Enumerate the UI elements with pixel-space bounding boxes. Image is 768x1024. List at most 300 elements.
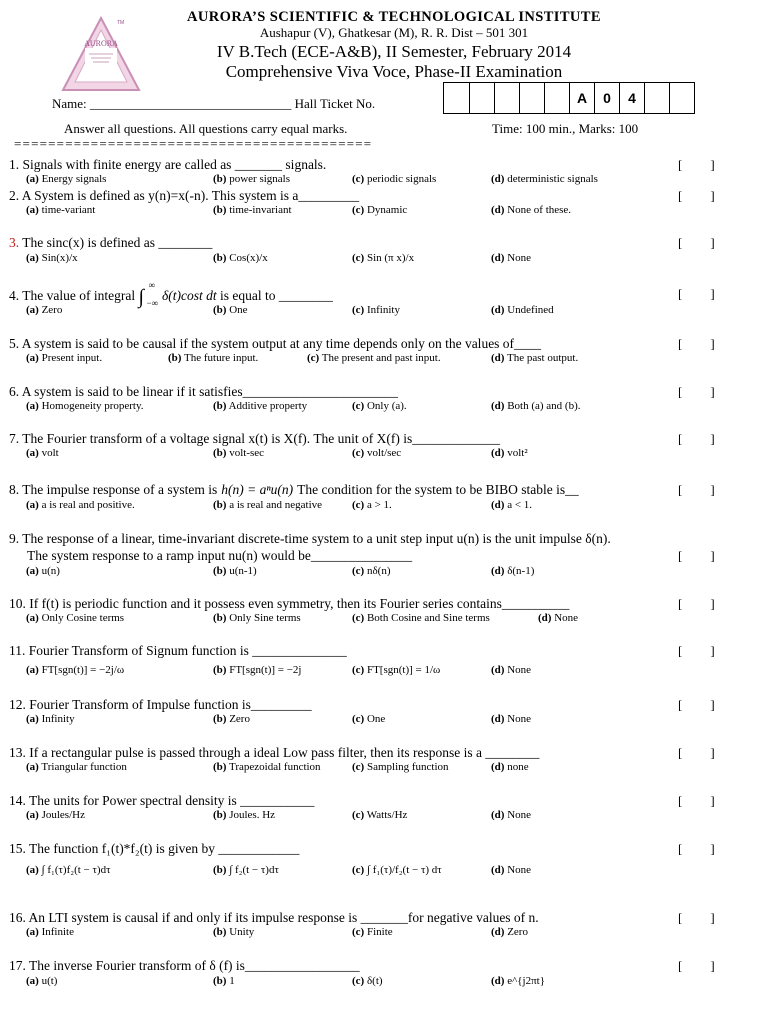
option-letter: (d): [491, 204, 505, 216]
question-number: 9.: [9, 531, 20, 546]
option: [352, 612, 490, 624]
question-body: If a rectangular pulse is passed through a ideal Low pass filter, then its response is a ________: [29, 745, 540, 760]
option-text: One: [229, 304, 248, 316]
option: [168, 352, 258, 364]
separator-line: ==========================================: [14, 136, 373, 151]
option-letter: (b): [213, 499, 227, 511]
option-letter: (d): [491, 400, 505, 412]
option-letter: (c): [352, 809, 365, 821]
logo-mark: TM: [117, 20, 125, 26]
option: [213, 565, 257, 577]
answer-bracket: [678, 958, 715, 974]
bracket-close: ]: [710, 286, 715, 301]
option-letter: (b): [213, 204, 227, 216]
integrand: δ(t)cost dt: [161, 288, 217, 303]
question-number: 8.: [9, 482, 20, 497]
option: [352, 926, 393, 938]
option-text: Only Sine terms: [229, 612, 301, 624]
option: [491, 400, 581, 412]
option-text: Infinity: [41, 713, 75, 725]
option: [352, 565, 390, 577]
option-text: periodic signals: [366, 173, 437, 185]
bracket-open: [: [678, 157, 683, 172]
option-text: Sin(x)/x: [41, 252, 78, 264]
option: [26, 926, 74, 938]
option-letter: (c): [352, 975, 365, 987]
bracket-close: ]: [710, 188, 715, 203]
question-number: 6.: [9, 384, 20, 399]
option: [491, 304, 554, 316]
bracket-open: [: [678, 384, 683, 399]
answer-bracket: [678, 336, 715, 352]
option-text: deterministic signals: [507, 173, 598, 185]
option: [213, 612, 301, 624]
question-body: A system is said to be causal if the system output at any time depends only on the values of____: [21, 336, 542, 351]
option: [213, 809, 275, 821]
option: [26, 761, 127, 773]
bracket-close: ]: [710, 643, 715, 658]
question-body: The response of a linear, time-invariant discrete-time system to a unit step input u(n) is the unit impulse δ(n).: [22, 531, 611, 546]
option-text: Watts/Hz: [366, 809, 408, 821]
integral-expression: [138, 280, 217, 309]
question-body-end: The condition for the system to be BIBO stable is__: [297, 482, 579, 497]
option-letter: (a): [26, 864, 39, 876]
bracket-close: ]: [710, 910, 715, 925]
question-text: [9, 531, 611, 547]
bracket-close: ]: [710, 596, 715, 611]
option-letter: (a): [26, 304, 39, 316]
option-text: volt²: [507, 447, 528, 459]
option-text: Joules/Hz: [41, 809, 85, 821]
option-text: a > 1.: [366, 499, 392, 511]
option: [352, 447, 401, 459]
question-text: [9, 697, 312, 713]
option-letter: (d): [491, 809, 505, 821]
bracket-open: [: [678, 841, 683, 856]
answer-bracket: [678, 910, 715, 926]
bracket-open: [: [678, 793, 683, 808]
option-letter: (d): [491, 565, 505, 577]
bracket-open: [: [678, 188, 683, 203]
bracket-close: ]: [710, 482, 715, 497]
question-body: The Fourier transform of a voltage signal x(t) is X(f). The unit of X(f) is_____________: [22, 431, 501, 446]
option-text: Sin (π x)/x: [366, 252, 415, 264]
option: [352, 252, 414, 264]
option-letter: (c): [352, 864, 365, 876]
ticket-cell: [644, 83, 669, 113]
ticket-cell: [519, 83, 544, 113]
integral-sign: ∫: [138, 286, 144, 308]
option-letter: (b): [168, 352, 182, 364]
option-text: u(n): [41, 565, 60, 577]
option: [213, 447, 264, 459]
option: [213, 926, 254, 938]
option-letter: (d): [491, 304, 505, 316]
bracket-close: ]: [710, 384, 715, 399]
option-letter: (c): [352, 926, 365, 938]
option-text: One: [366, 713, 386, 725]
option: [213, 304, 248, 316]
option-text: Cos(x)/x: [229, 252, 268, 264]
option: [352, 499, 392, 511]
option-letter: (d): [491, 173, 505, 185]
option-text: a is real and positive.: [41, 499, 135, 511]
option-text: Zero: [507, 926, 528, 938]
instructions: Answer all questions. All questions carry equal marks.: [64, 121, 348, 136]
option-letter: (b): [213, 612, 227, 624]
option-letter: (c): [352, 664, 365, 676]
option-text: Dynamic: [366, 204, 408, 216]
option: [26, 664, 124, 676]
option: [491, 975, 545, 987]
option-letter: (b): [213, 713, 227, 725]
ticket-cell: 0: [594, 83, 619, 113]
question-body: A System is defined as y(n)=x(-n). This system is a_________: [21, 188, 360, 203]
option-letter: (a): [26, 664, 39, 676]
option-letter: (c): [352, 499, 365, 511]
option: [491, 926, 528, 938]
answer-bracket: [678, 793, 715, 809]
option-letter: (b): [213, 864, 227, 876]
option-text: Present input.: [41, 352, 103, 364]
answer-bracket: [678, 841, 715, 857]
option-text: None: [507, 252, 532, 264]
option: [213, 499, 322, 511]
option: [352, 173, 436, 185]
course-title: IV B.Tech (ECE-A&B), II Semester, February 2014: [216, 42, 572, 61]
hall-ticket-boxes: [443, 82, 695, 114]
option-text: Sampling function: [366, 761, 449, 773]
question-number: 14.: [9, 793, 26, 808]
answer-bracket: [678, 482, 715, 498]
option: [491, 664, 531, 676]
ticket-cell: A: [569, 83, 594, 113]
question-text: [9, 336, 541, 352]
option: [491, 252, 531, 264]
option: [26, 304, 62, 316]
question-body: An LTI system is causal if and only if its impulse response is _______for negative values of n.: [28, 910, 539, 925]
bracket-close: ]: [710, 697, 715, 712]
option-text: The past output.: [507, 352, 579, 364]
answer-bracket: [678, 745, 715, 761]
option-letter: (c): [352, 565, 365, 577]
option-letter: (d): [491, 926, 505, 938]
option: [491, 761, 529, 773]
option-text: None: [507, 864, 532, 876]
question-text: [9, 235, 212, 251]
option-letter: (b): [213, 761, 227, 773]
option-text: u(t): [41, 975, 58, 987]
option-text: nδ(n): [366, 565, 391, 577]
question-body-end: is equal to ________: [219, 288, 333, 303]
option-letter: (a): [26, 400, 39, 412]
option-text: Both Cosine and Sine terms: [366, 612, 490, 624]
ticket-cell: [669, 83, 694, 113]
option-text: The future input.: [184, 352, 259, 364]
bracket-close: ]: [710, 548, 715, 563]
option-text: Triangular function: [41, 761, 127, 773]
option-letter: (a): [26, 352, 39, 364]
option-letter: (a): [26, 565, 39, 577]
question-text: [9, 643, 347, 659]
option: [26, 173, 106, 185]
option: [352, 713, 385, 725]
option-text: a < 1.: [507, 499, 533, 511]
answer-bracket: [678, 697, 715, 713]
ticket-cell: [494, 83, 519, 113]
answer-bracket: [678, 286, 715, 302]
option-text: 1: [229, 975, 235, 987]
option-letter: (b): [213, 664, 227, 676]
bracket-open: [: [678, 596, 683, 611]
option-text: Infinite: [41, 926, 74, 938]
answer-bracket: [678, 548, 715, 564]
option: [213, 252, 268, 264]
option-letter: (b): [213, 304, 227, 316]
question-text: [9, 841, 299, 857]
bracket-open: [: [678, 958, 683, 973]
option-text: Both (a) and (b).: [507, 400, 581, 412]
option-letter: (c): [352, 400, 365, 412]
option: [213, 864, 279, 876]
option-text: power signals: [229, 173, 290, 185]
option: [26, 447, 59, 459]
option-text: none: [507, 761, 529, 773]
option: [213, 713, 250, 725]
bracket-close: ]: [710, 336, 715, 351]
option-letter: (b): [213, 926, 227, 938]
question-text: [9, 910, 539, 926]
option: [26, 809, 85, 821]
option: [352, 304, 400, 316]
option-letter: (d): [491, 352, 505, 364]
question-number: 3.: [9, 235, 20, 250]
option-letter: (a): [26, 713, 39, 725]
question-number: 1.: [9, 157, 20, 172]
option: [26, 864, 111, 876]
option: [26, 713, 75, 725]
option-text: FT[sgn(t)] = −2j/ω: [41, 664, 125, 676]
answer-bracket: [678, 384, 715, 400]
bracket-open: [: [678, 235, 683, 250]
option-letter: (c): [352, 204, 365, 216]
formula: h(n) = aⁿu(n): [221, 482, 294, 497]
question-body: The impulse response of a system is: [22, 482, 218, 497]
question-body: The sinc(x) is defined as ________: [22, 235, 213, 250]
ticket-cell: 4: [619, 83, 644, 113]
question-body: Signals with finite energy are called as _______ signals.: [22, 157, 327, 172]
bracket-close: ]: [710, 431, 715, 446]
option-text: Undefined: [507, 304, 554, 316]
option-text: Trapezoidal function: [229, 761, 321, 773]
question-body: Fourier Transform of Impulse function is_________: [29, 697, 312, 712]
option-text: ∫ f₁(τ)/f₂(t − τ) dτ: [366, 864, 442, 876]
option-text: time-invariant: [229, 204, 292, 216]
option-text: u(n-1): [229, 565, 257, 577]
option: [213, 975, 235, 987]
option-letter: (a): [26, 173, 39, 185]
option-text: ∫ f₂(t − τ)dτ: [229, 864, 279, 876]
exam-title: Comprehensive Viva Voce, Phase-II Examination: [225, 62, 563, 81]
option: [307, 352, 441, 364]
name-field-label: Name: _______________________________ Hall Ticket No.: [52, 96, 376, 111]
question-number: 7.: [9, 431, 20, 446]
question-number: 2.: [9, 188, 20, 203]
option-text: The present and past input.: [321, 352, 441, 364]
bracket-close: ]: [710, 157, 715, 172]
option-text: Infinity: [366, 304, 400, 316]
option-letter: (d): [491, 761, 505, 773]
option: [491, 499, 532, 511]
answer-bracket: [678, 235, 715, 251]
option-letter: (d): [491, 447, 505, 459]
bracket-close: ]: [710, 958, 715, 973]
option-letter: (b): [213, 565, 227, 577]
bracket-open: [: [678, 286, 683, 301]
option-letter: (b): [213, 975, 227, 987]
question-text: [9, 188, 359, 204]
option-letter: (c): [352, 713, 365, 725]
institute-name: AURORA’S SCIENTIFIC & TECHNOLOGICAL INSTITUTE: [187, 9, 601, 25]
option-text: volt: [41, 447, 59, 459]
question-body: A system is said to be linear if it satisfies_______________________: [21, 384, 398, 399]
question-number: 4.: [9, 288, 20, 303]
integral-upper-limit: ∞: [148, 280, 155, 290]
question-number: 11.: [9, 643, 26, 658]
question-body: Fourier Transform of Signum function is ______________: [28, 643, 347, 658]
ticket-cell: [444, 83, 469, 113]
option-text: ∫ f₁(τ)f₂(t − τ)dτ: [41, 864, 111, 876]
option-letter: (a): [26, 204, 39, 216]
option-text: Joules. Hz: [229, 809, 276, 821]
question-text: [9, 157, 326, 173]
option-letter: (b): [213, 173, 227, 185]
bracket-close: ]: [710, 841, 715, 856]
option-letter: (a): [26, 926, 39, 938]
option-letter: (b): [213, 447, 227, 459]
option-letter: (a): [26, 975, 39, 987]
option-text: Only (a).: [366, 400, 407, 412]
option: [352, 664, 440, 676]
option: [491, 447, 528, 459]
option: [352, 809, 407, 821]
option: [491, 713, 531, 725]
question-text: [9, 745, 539, 761]
option: [491, 864, 531, 876]
option-text: e^{j2πt}: [507, 975, 545, 987]
option-text: δ(n-1): [507, 565, 535, 577]
integral-lower-limit: −∞: [146, 298, 158, 308]
option: [352, 761, 449, 773]
option-text: Zero: [41, 304, 63, 316]
option: [491, 565, 534, 577]
bracket-open: [: [678, 697, 683, 712]
question-body: If f(t) is periodic function and it possess even symmetry, then its Fourier series contains__________: [29, 596, 570, 611]
question-text: [9, 431, 500, 447]
bracket-open: [: [678, 431, 683, 446]
option: [213, 400, 307, 412]
option: [491, 204, 571, 216]
option-text: None of these.: [507, 204, 572, 216]
option-letter: (d): [491, 713, 505, 725]
option-text: None: [507, 809, 532, 821]
option-text: time-variant: [41, 204, 96, 216]
question-number: 17.: [9, 958, 26, 973]
option-letter: (a): [26, 761, 39, 773]
option-text: Zero: [229, 713, 250, 725]
time-marks: Time: 100 min., Marks: 100: [492, 121, 639, 136]
option-text: δ(t): [366, 975, 383, 987]
option-text: Energy signals: [41, 173, 107, 185]
option-letter: (c): [352, 304, 365, 316]
option-letter: (c): [352, 447, 365, 459]
option-text: volt-sec: [229, 447, 265, 459]
option-letter: (b): [213, 400, 227, 412]
option-letter: (a): [26, 499, 39, 511]
question-number: 15.: [9, 841, 26, 856]
option-letter: (d): [491, 864, 505, 876]
option-letter: (b): [213, 809, 227, 821]
answer-bracket: [678, 431, 715, 447]
bracket-open: [: [678, 643, 683, 658]
option-text: a is real and negative: [229, 499, 323, 511]
option: [26, 499, 135, 511]
option: [213, 761, 321, 773]
option-text: Unity: [229, 926, 255, 938]
option-text: Only Cosine terms: [41, 612, 125, 624]
option-letter: (d): [538, 612, 552, 624]
question-number: 13.: [9, 745, 26, 760]
option-letter: (c): [352, 761, 365, 773]
bracket-close: ]: [710, 235, 715, 250]
question-number: 10.: [9, 596, 26, 611]
option-letter: (d): [491, 664, 505, 676]
option: [491, 352, 578, 364]
option-text: volt/sec: [366, 447, 402, 459]
option-text: None: [507, 713, 532, 725]
option: [352, 975, 383, 987]
bracket-open: [: [678, 548, 683, 563]
bracket-open: [: [678, 482, 683, 497]
logo-text: AURORA: [84, 39, 118, 48]
option: [352, 204, 407, 216]
question-text: [9, 793, 314, 809]
option-text: None: [507, 664, 532, 676]
bracket-open: [: [678, 336, 683, 351]
answer-bracket: [678, 643, 715, 659]
option-text: FT[sgn(t)] = 1/ω: [366, 664, 441, 676]
option-letter: (b): [213, 252, 227, 264]
option: [26, 252, 78, 264]
option: [26, 204, 95, 216]
answer-bracket: [678, 188, 715, 204]
option: [491, 173, 598, 185]
option-letter: (c): [352, 612, 365, 624]
option-text: Additive property: [228, 400, 308, 412]
option: [352, 400, 407, 412]
option: [26, 612, 124, 624]
option-letter: (c): [352, 173, 365, 185]
question-body: The inverse Fourier transform of δ (f) is_________________: [29, 958, 360, 973]
option: [213, 173, 290, 185]
bracket-close: ]: [710, 793, 715, 808]
question-number: 16.: [9, 910, 26, 925]
institute-address: Aushapur (V), Ghatkesar (M), R. R. Dist – 501 301: [259, 25, 529, 40]
option-text: Homogeneity property.: [41, 400, 144, 412]
bracket-open: [: [678, 910, 683, 925]
option-text: None: [554, 612, 579, 624]
option-letter: (c): [352, 252, 365, 264]
